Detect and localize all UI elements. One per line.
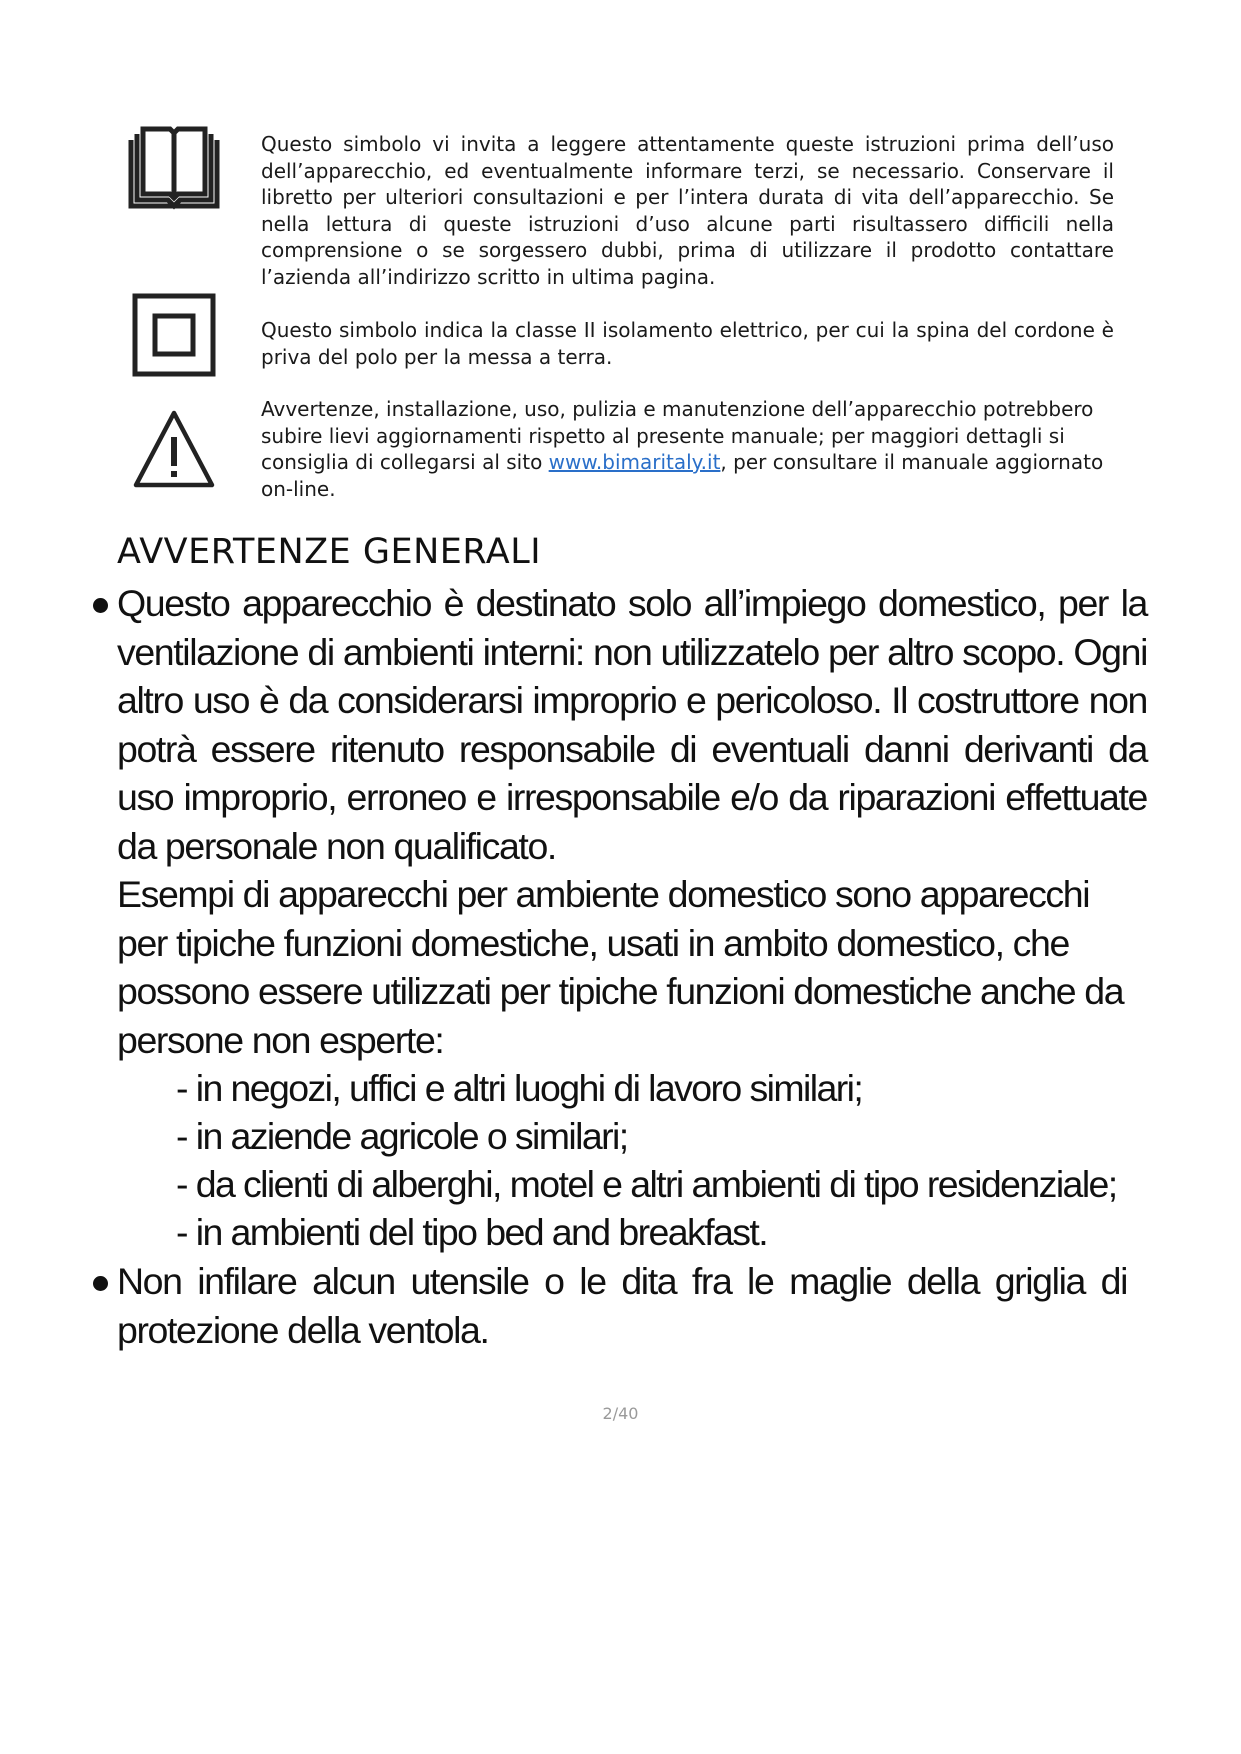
warning-text-before: Avvertenze, installazione, uso, pulizia e manutenzione dell’apparecchio potrebbero subire lievi aggiornamenti rispetto al presente manuale; per maggiori dettagli si consiglia di collegarsi al sito (261, 397, 1094, 474)
sub-item-bnb: - in ambienti del tipo bed and breakfast. (176, 1211, 768, 1253)
symbol-class2-description: Questo simbolo indica la classe II isolamento elettrico, per cui la spina del cordone è priva del polo per la messa a terra. (261, 318, 1114, 369)
bullet-dot (93, 1276, 108, 1291)
double-square-icon (128, 289, 220, 381)
sub-item-hotels: - da clienti di alberghi, motel e altri ambienti di tipo residenziale; (176, 1163, 1117, 1205)
warning-triangle-icon (128, 403, 220, 495)
website-link[interactable]: www.bimaritaly.it (548, 450, 721, 474)
warning-text-after: , per consultare il manuale aggiornato on-line. (261, 450, 1104, 501)
page-number: 2/40 (602, 1404, 639, 1423)
book-icon (128, 123, 220, 215)
bullet-1-paragraph-2: Esempi di apparecchi per ambiente domestico sono apparecchi per tipiche funzioni domestiche, usati in ambito domestico, che possono essere utilizzati per tipiche funzioni domestiche anche da persone non esperte: (117, 873, 1124, 1061)
symbol-book-description: Questo simbolo vi invita a leggere attentamente queste istruzioni prima dell’uso dell’apparecchio, ed eventualmente informare terzi, se necessario. Conservare il libretto per ulteriori consultazioni e per l’intera durata di vita dell’apparecchio. Se nella lettura di queste istruzioni d’uso alcune parti risultassero difficili nella comprensione o se sorgessero dubbi, prima di utilizzare il prodotto contattare l’azienda all’indirizzo scritto in ultima pagina. (261, 132, 1114, 289)
section-heading: AVVERTENZE GENERALI (117, 532, 542, 572)
sub-item-farms: - in aziende agricole o similari; (176, 1115, 628, 1157)
bullet-dot (93, 598, 108, 613)
bullet-1-paragraph-1: Questo apparecchio è destinato solo all’impiego domestico, per la ventilazione di ambienti interni: non utilizzatelo per altro scopo. Ogni altro uso è da considerarsi improprio e pericoloso. Il costruttore non potrà essere ritenuto responsabile di eventuali danni derivanti da uso improprio, erroneo e irresponsabile e/o da riparazioni effettuate da personale non qualificato. (117, 582, 1147, 867)
bullet-2-paragraph: Non infilare alcun utensile o le dita fra le maglie della griglia di protezione della ventola. (117, 1260, 1127, 1351)
sub-item-shops: - in negozi, uffici e altri luoghi di lavoro similari; (176, 1067, 863, 1109)
symbol-warning-description (261, 396, 1114, 502)
